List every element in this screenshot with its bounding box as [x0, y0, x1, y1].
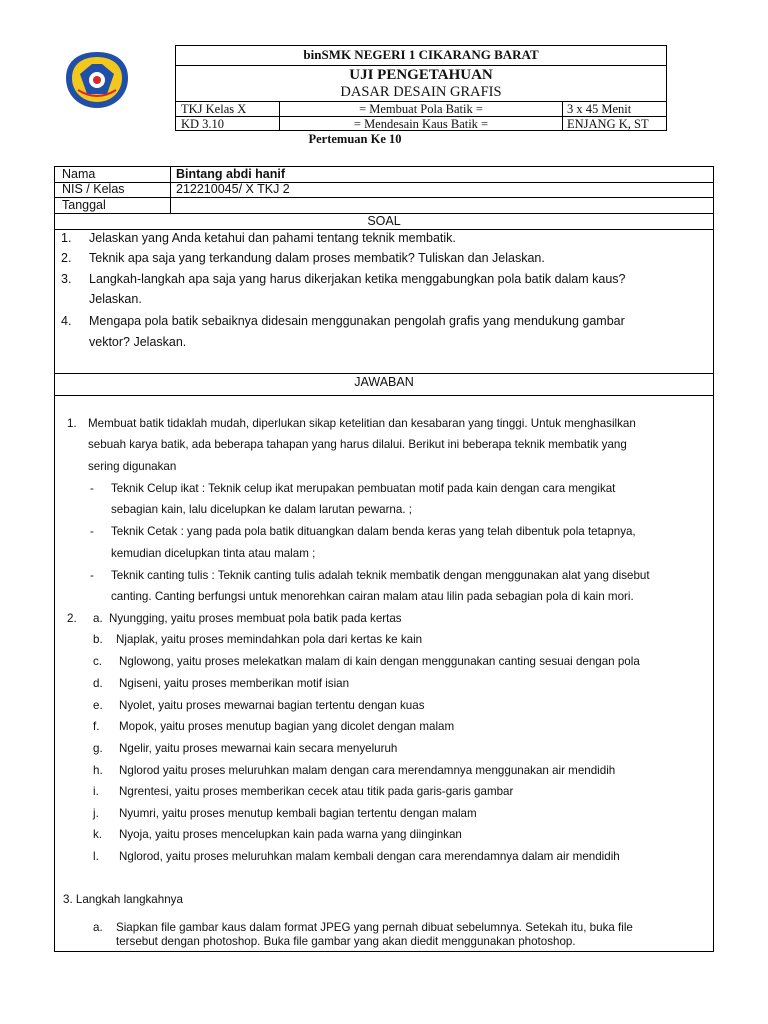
- soal-4-text-line-1: Mengapa pola batik sebaiknya didesain menggunakan pengolah grafis yang mendukung gambar: [89, 314, 625, 328]
- answer-2-item-text: Ngiseni, yaitu proses memberikan motif isian: [119, 677, 350, 690]
- bullet-2-line-1: Teknik Cetak : yang pada pola batik dituangkan dalam benda keras yang telah dibentuk pola tetapnya,: [111, 525, 636, 538]
- duration: 3 x 45 Menit: [567, 102, 632, 116]
- kd-label: KD 3.10: [181, 117, 225, 131]
- jawaban-heading: JAWABAN: [354, 375, 414, 389]
- soal-4-text-line-2: vektor? Jelaskan.: [89, 335, 187, 349]
- answer-2-item-text: Ngrentesi, yaitu proses memberikan cecek atau titik pada garis-garis gambar: [119, 785, 514, 798]
- class-label: TKJ Kelas X: [181, 102, 247, 116]
- bullet-2-line-2: kemudian dicelupkan tinta atau malam ;: [111, 547, 316, 560]
- bullet-1-line-1: Teknik Celup ikat : Teknik celup ikat merupakan pembuatan motif pada kain dengan cara mengikat: [111, 482, 616, 495]
- answer-1-line-2: sebuah karya batik, ada beberapa tahapan yang harus dilalui. Berikut ini beberapa teknik membatik yang: [88, 438, 627, 451]
- answer-2-item-letter: i.: [93, 785, 99, 798]
- bullet-dash: -: [90, 525, 94, 538]
- answer-2-item-text: Nglorod yaitu proses meluruhkan malam dengan cara merendamnya menggunakan air mendidih: [119, 764, 616, 777]
- answer-2-item-text: Nyungging, yaitu proses membuat pola batik pada kertas: [109, 612, 402, 625]
- answer-2-item-letter: h.: [93, 764, 103, 777]
- answer-2-item-letter: e.: [93, 699, 103, 712]
- soal-1-text: Jelaskan yang Anda ketahui dan pahami tentang teknik membatik.: [89, 231, 456, 245]
- answer-2-number: 2.: [67, 612, 77, 625]
- answer-2-item-text: Nyumri, yaitu proses menutup kembali bagian tertentu dengan malam: [119, 807, 477, 820]
- name-value: Bintang abdi hanif: [176, 167, 286, 181]
- answer-2-item-text: Nyoja, yaitu proses mencelupkan kain pada warna yang diinginkan: [119, 828, 462, 841]
- name-label: Nama: [62, 167, 96, 181]
- answer-2-item-letter: g.: [93, 742, 103, 755]
- date-label: Tanggal: [62, 198, 106, 212]
- answer-3-heading: 3. Langkah langkahnya: [63, 893, 183, 906]
- answer-2-item-letter: d.: [93, 677, 103, 690]
- answer-2-item-letter: l.: [93, 850, 99, 863]
- nis-label: NIS / Kelas: [62, 182, 125, 196]
- bullet-dash: -: [90, 482, 94, 495]
- subject-title: DASAR DESAIN GRAFIS: [340, 84, 502, 100]
- answer-2-item-text: Nglowong, yaitu proses melekatkan malam di kain dengan menggunakan canting sesuai dengan pola: [119, 655, 640, 668]
- bullet-dash: -: [90, 569, 94, 582]
- answer-2-item-text: Njaplak, yaitu proses memindahkan pola dari kertas ke kain: [116, 633, 423, 646]
- header-box: [175, 45, 667, 131]
- exam-title: UJI PENGETAHUAN: [349, 67, 493, 83]
- soal-3-text-line-2: Jelaskan.: [89, 292, 142, 306]
- answer-2-item-text: Ngelir, yaitu proses mewarnai kain secara menyeluruh: [119, 742, 398, 755]
- answer-2-item-letter: b.: [93, 633, 103, 646]
- nis-value: 212210045/ X TKJ 2: [176, 182, 290, 196]
- answer-2-item-letter: k.: [93, 828, 103, 841]
- topic-line-2: = Mendesain Kaus Batik =: [353, 117, 489, 131]
- answer-3-item-letter: a.: [93, 921, 103, 934]
- teacher-name: ENJANG K, ST: [567, 117, 649, 131]
- answer-2-item-letter: a.: [93, 612, 103, 625]
- soal-1-number: 1.: [61, 231, 72, 245]
- bullet-1-line-2: sebagian kain, lalu dicelupkan ke dalam larutan pewarna. ;: [111, 503, 412, 516]
- soal-2-number: 2.: [61, 251, 72, 265]
- topic-line-1: = Membuat Pola Batik =: [359, 102, 483, 116]
- soal-heading: SOAL: [367, 214, 401, 228]
- answer-1-line-3: sering digunakan: [88, 460, 177, 473]
- answer-1-line-1: Membuat batik tidaklah mudah, diperlukan sikap ketelitian dan kesabaran yang tinggi. Untuk menghasilkan: [88, 417, 636, 430]
- soal-3-number: 3.: [61, 272, 72, 286]
- answer-2-item-letter: c.: [93, 655, 103, 668]
- answer-2-item-letter: f.: [93, 720, 100, 733]
- bullet-3-line-2: canting. Canting berfungsi untuk menorehkan cairan malam atau lilin pada sebagian pola di kain mori.: [111, 590, 634, 603]
- soal-2-text: Teknik apa saja yang terkandung dalam proses membatik? Tuliskan dan Jelaskan.: [89, 251, 545, 265]
- answer-3-item-line-1: Siapkan file gambar kaus dalam format JPEG yang pernah dibuat sebelumnya. Setekah itu, buka file: [116, 921, 633, 934]
- bullet-3-line-1: Teknik canting tulis : Teknik canting tulis adalah teknik membatik dengan menggunakan alat yang disebut: [111, 569, 650, 582]
- answer-3-item-line-2: tersebut dengan photoshop. Buka file gambar yang akan diedit menggunakan photoshop.: [116, 935, 576, 948]
- soal-4-number: 4.: [61, 314, 72, 328]
- school-logo: [62, 50, 132, 110]
- answer-2-item-letter: j.: [93, 807, 99, 820]
- answer-2-item-text: Nglorod, yaitu proses meluruhkan malam kembali dengan cara merendamnya dalam air mendidih: [119, 850, 620, 863]
- school-name: binSMK NEGERI 1 CIKARANG BARAT: [303, 47, 539, 62]
- school-logo-icon: [62, 50, 132, 110]
- meeting-label: Pertemuan Ke 10: [308, 132, 402, 146]
- answer-sheet-table: [54, 166, 714, 952]
- answer-1-number: 1.: [67, 417, 77, 430]
- answer-2-item-text: Mopok, yaitu proses menutup bagian yang dicolet dengan malam: [119, 720, 455, 733]
- answer-2-item-text: Nyolet, yaitu proses mewarnai bagian tertentu dengan kuas: [119, 699, 425, 712]
- soal-3-text-line-1: Langkah-langkah apa saja yang harus dikerjakan ketika menggabungkan pola batik dalam kaus?: [89, 272, 626, 286]
